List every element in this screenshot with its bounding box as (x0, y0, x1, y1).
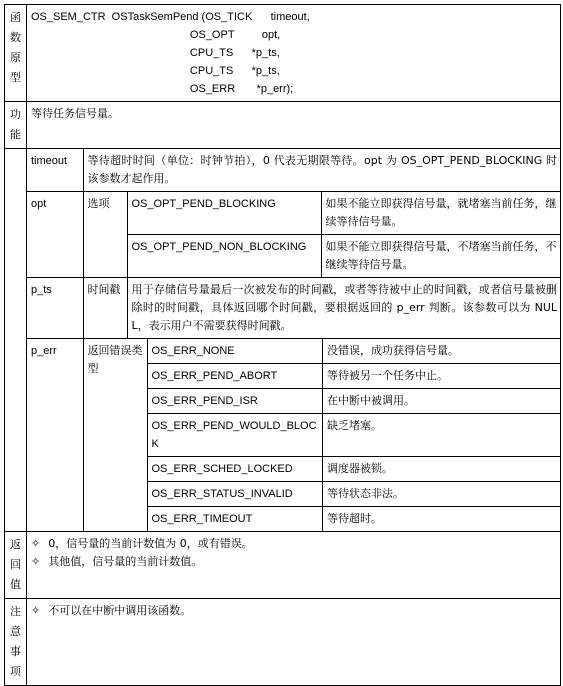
param-name-p-ts: p_ts (27, 278, 83, 339)
param-timeout-row (27, 149, 561, 192)
error-code: OS_ERR_STATUS_INVALID (148, 482, 323, 507)
opt-option-desc: 如果不能立即获得信号量，就堵塞当前任务，继续等待信号量。 (321, 192, 561, 235)
opt-option-desc: 如果不能立即获得信号量，不堵塞当前任务，不继续等待信号量。 (321, 235, 561, 278)
return-text: 其他值，信号量的当前计数值。 (48, 555, 203, 568)
function-text: 等待任务信号量。 (27, 102, 561, 149)
diamond-bullet-icon: ✧ (31, 604, 41, 617)
error-desc: 调度器被锁。 (323, 457, 562, 482)
prototype-line: CPU_TS *p_ts, (31, 47, 280, 59)
diamond-bullet-icon: ✧ (31, 555, 41, 568)
prototype-code (27, 5, 561, 102)
prototype-line: OS_OPT opt, (31, 29, 281, 41)
error-code: OS_ERR_PEND_ABORT (148, 364, 323, 389)
return-text: 0，信号量的当前计数值为 0，或有错误。 (48, 537, 253, 550)
error-desc: 等待被另一个任务中止。 (323, 364, 562, 389)
param-desc-p-ts: 用于存储信号量最后一次被发布的时间戳，或者等待被中止的时间戳，或者信号量被删除时的时间戳，具体返回哪个时间戳，要根据返回的 p_err 判断。该参数可以为 NULL，表示用户不需要获得时间戳。 (127, 278, 561, 339)
error-code: OS_ERR_SCHED_LOCKED (148, 457, 323, 482)
error-desc: 等待超时。 (323, 507, 562, 532)
api-table (4, 4, 561, 686)
note-item (31, 602, 556, 620)
returns-list (27, 532, 561, 599)
function-header: 功能 (5, 102, 27, 149)
error-code: OS_ERR_NONE (148, 339, 323, 364)
returns-header: 返回值 (5, 532, 27, 599)
error-row (148, 507, 562, 532)
notes-header: 注意事项 (5, 599, 27, 686)
parameters-cell (27, 149, 561, 532)
prototype-header: 函数原型 (5, 5, 27, 102)
function-row (5, 102, 561, 149)
error-row (148, 364, 562, 389)
note-text: 不可以在中断中调用该函数。 (48, 604, 192, 617)
parameters-table (27, 149, 561, 531)
error-desc: 没错误，成功获得信号量。 (323, 339, 562, 364)
error-row (148, 414, 562, 457)
opt-option-name: OS_OPT_PEND_BLOCKING (127, 192, 321, 235)
error-code: OS_ERR_PEND_ISR (148, 389, 323, 414)
returns-row (5, 532, 561, 599)
param-name-p-err: p_err (27, 339, 83, 532)
error-desc: 在中断中被调用。 (323, 389, 562, 414)
param-p-ts-row (27, 278, 561, 339)
error-row (148, 339, 562, 364)
error-codes-cell (147, 339, 561, 532)
prototype-line: CPU_TS *p_ts, (31, 65, 280, 77)
return-item (31, 535, 556, 553)
notes-list (27, 599, 561, 686)
param-p-err-row (27, 339, 561, 532)
prototype-line: OS_SEM_CTR OSTaskSemPend (OS_TICK timeout, (31, 11, 310, 23)
error-row (148, 389, 562, 414)
error-codes-table (148, 339, 562, 531)
param-desc-timeout: 等待超时时间（单位：时钟节拍），0 代表无期限等待。opt 为 OS_OPT_PEND_BLOCKING 时该参数才起作用。 (83, 149, 561, 192)
error-code: OS_ERR_TIMEOUT (148, 507, 323, 532)
diamond-bullet-icon: ✧ (31, 537, 41, 550)
parameters-row (5, 149, 561, 532)
return-item (31, 553, 556, 571)
param-opt-row-1 (27, 192, 561, 235)
api-reference-document (4, 4, 560, 686)
notes-row (5, 599, 561, 686)
error-desc: 缺乏堵塞。 (323, 414, 562, 457)
param-label-opt: 选项 (83, 192, 127, 278)
parameters-header (5, 149, 27, 532)
param-label-p-err: 返回错误类型 (83, 339, 147, 532)
error-row (148, 482, 562, 507)
error-row (148, 457, 562, 482)
param-name-opt: opt (27, 192, 83, 278)
error-desc: 等待状态非法。 (323, 482, 562, 507)
param-label-p-ts: 时间戳 (83, 278, 127, 339)
opt-option-name: OS_OPT_PEND_NON_BLOCKING (127, 235, 321, 278)
prototype-row (5, 5, 561, 102)
error-code: OS_ERR_PEND_WOULD_BLOCK (148, 414, 323, 457)
prototype-line: OS_ERR *p_err); (31, 83, 294, 95)
param-name-timeout: timeout (27, 149, 83, 192)
